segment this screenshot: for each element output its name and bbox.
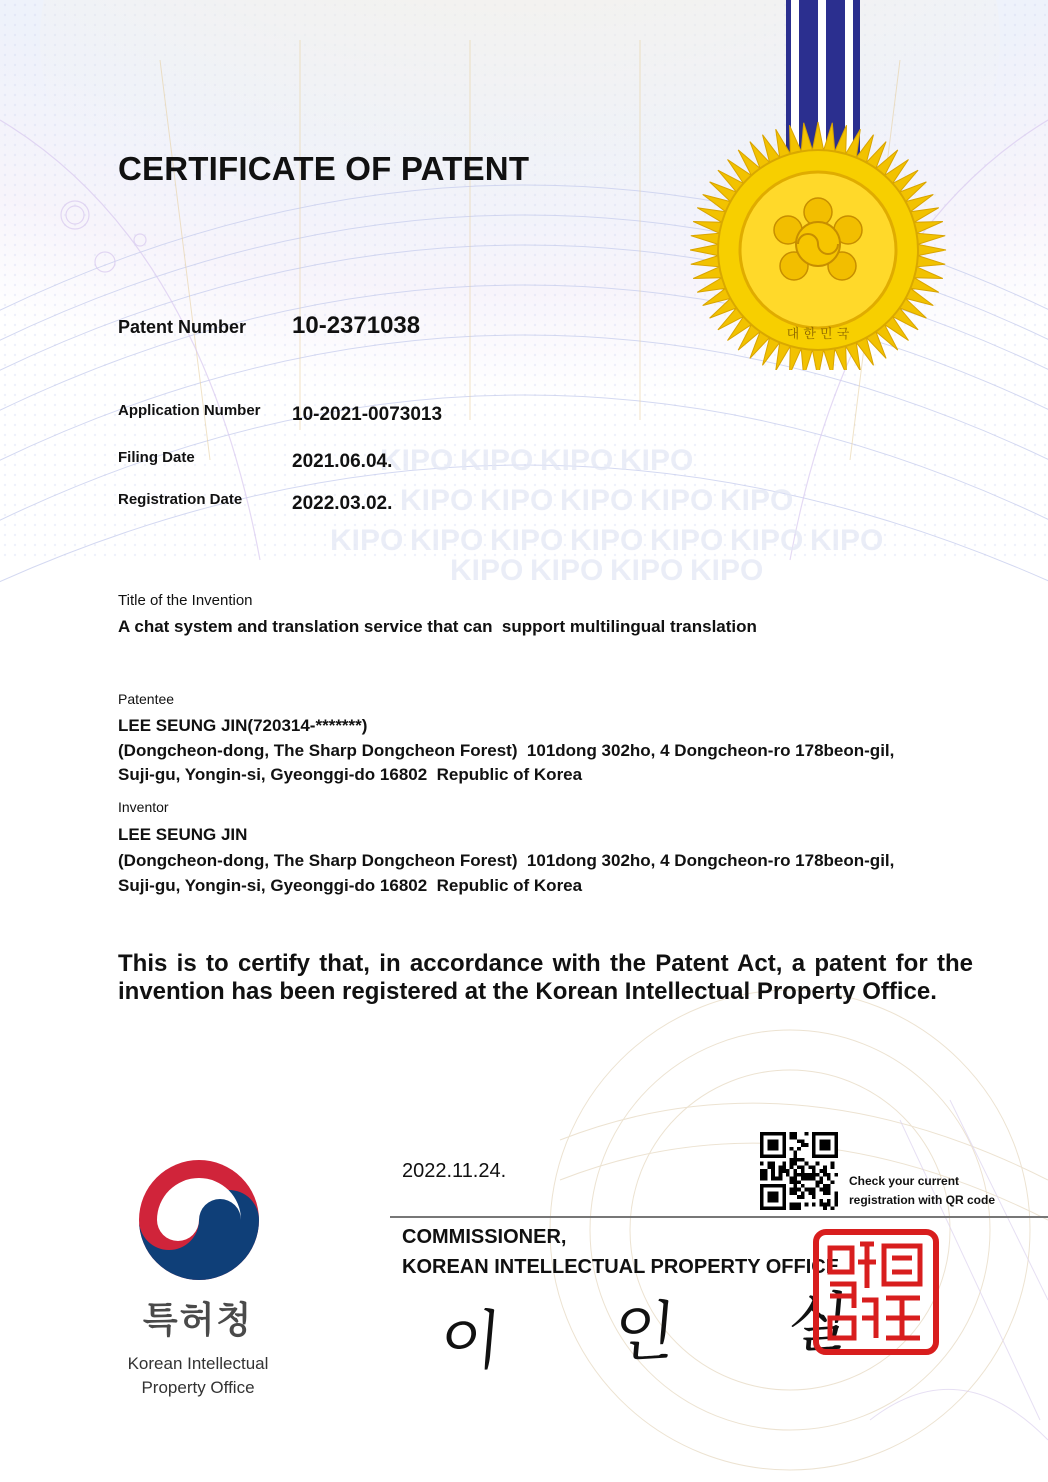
- watermark-text-2: KIPO: [460, 444, 534, 477]
- medal-label: 대 한 민 국: [786, 327, 850, 342]
- official-red-seal: [812, 1228, 940, 1356]
- signature-divider: [390, 1216, 1048, 1218]
- watermark-text-4: KIPO: [620, 444, 694, 477]
- watermark-text-13: KIPO: [570, 524, 644, 557]
- watermark-text-10: KIPO: [330, 524, 404, 557]
- watermark-text-18: KIPO: [530, 554, 604, 587]
- watermark-text-5: KIPO: [400, 484, 474, 517]
- application-number-label: Application Number: [118, 402, 261, 419]
- certification-statement: This is to certify that, in accordance with the Patent Act, a patent for the invention has been registered at the Korean Intellectual Property Office.: [118, 950, 973, 1005]
- watermark-text-1: KIPO: [380, 444, 454, 477]
- qr-caption-line2: registration with QR code: [849, 1193, 996, 1207]
- gold-medal-emblem: [690, 0, 955, 370]
- office-name-korean: 특허청: [142, 1299, 254, 1340]
- watermark-text-17: KIPO: [450, 554, 524, 587]
- watermark-text-14: KIPO: [650, 524, 724, 557]
- patent-number-value: 10-2371038: [292, 312, 421, 339]
- inventor-name: LEE SEUNG JIN: [118, 825, 248, 844]
- registration-date-label: Registration Date: [118, 491, 243, 508]
- commissioner-line1: COMMISSIONER,: [402, 1226, 567, 1248]
- office-name-english-line1: Korean Intellectual: [127, 1354, 269, 1373]
- watermark-text-20: KIPO: [690, 554, 764, 587]
- watermark-text-8: KIPO: [640, 484, 714, 517]
- application-number-value: 10-2021-0073013: [292, 404, 443, 425]
- watermark-text-19: KIPO: [610, 554, 684, 587]
- inventor-address-line1: (Dongcheon-dong, The Sharp Dongcheon Forest) 101dong 302ho, 4 Dongcheon-ro 178beon-gil,: [118, 851, 895, 870]
- issue-date: 2022.11.24.: [402, 1160, 507, 1182]
- watermark-text-3: KIPO: [540, 444, 614, 477]
- filing-date-label: Filing Date: [118, 449, 195, 466]
- invention-title-label: Title of the Invention: [118, 592, 253, 609]
- qr-code[interactable]: [760, 1132, 838, 1210]
- qr-caption-line1: Check your current: [849, 1174, 960, 1188]
- watermark-text-11: KIPO: [410, 524, 484, 557]
- patentee-address-line1: (Dongcheon-dong, The Sharp Dongcheon Forest) 101dong 302ho, 4 Dongcheon-ro 178beon-gil,: [118, 741, 895, 760]
- watermark-text-16: KIPO: [810, 524, 884, 557]
- patentee-name: LEE SEUNG JIN(720314-*******): [118, 716, 368, 735]
- watermark-text-15: KIPO: [730, 524, 804, 557]
- inventor-label: Inventor: [118, 799, 169, 815]
- commissioner-line2: KOREAN INTELLECTUAL PROPERTY OFFICE: [402, 1256, 840, 1278]
- watermark-text-6: KIPO: [480, 484, 554, 517]
- certificate-title: CERTIFICATE OF PATENT: [118, 150, 530, 187]
- inventor-address-line2: Suji-gu, Yongin-si, Gyeonggi-do 16802 Republic of Korea: [118, 876, 583, 895]
- registration-date-value: 2022.03.02.: [292, 493, 393, 514]
- office-name-english: [98, 1352, 298, 1400]
- commissioner-title: [402, 1222, 839, 1282]
- invention-title: A chat system and translation service that can support multilingual translation: [118, 617, 757, 636]
- watermark-text-9: KIPO: [720, 484, 794, 517]
- qr-caption: [849, 1172, 995, 1210]
- watermark-text-12: KIPO: [490, 524, 564, 557]
- patentee-address-line2: Suji-gu, Yongin-si, Gyeonggi-do 16802 Republic of Korea: [118, 765, 583, 784]
- patentee-label: Patentee: [118, 691, 175, 707]
- filing-date-value: 2021.06.04.: [292, 451, 393, 472]
- kipo-taegeuk-logo: [137, 1158, 261, 1282]
- patent-number-label: Patent Number: [118, 317, 247, 337]
- office-name-english-line2: Property Office: [141, 1378, 255, 1397]
- watermark-text-7: KIPO: [560, 484, 634, 517]
- medal-ribbon: [786, 0, 860, 160]
- commissioner-signature: 이 인 실: [436, 1282, 899, 1382]
